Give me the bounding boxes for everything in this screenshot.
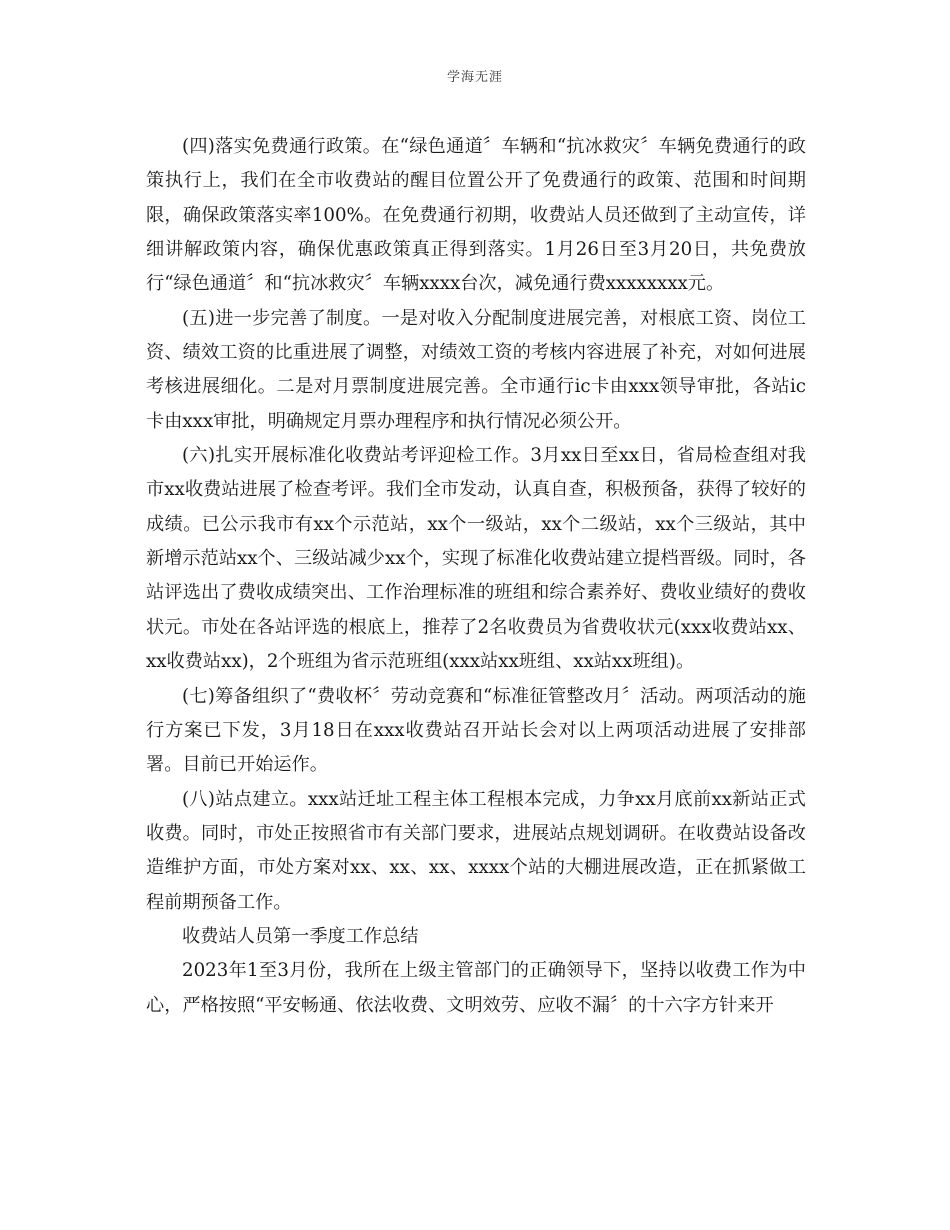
paragraph-four: (四)落实免费通行政策。在“绿色通道〞车辆和“抗冰救灾〞车辆免费通行的政策执行上，我们在全市收费站的醒目位置公开了免费通行的政策、范围和时间期限，确保政策落实率100%。在免费通行初期，收费站人员还做到了主动宣传，详细讲解政策内容，确保优惠政策真正得到落实。1月26日至3月20日，共免费放行“绿色通道〞和“抗冰救灾〞车辆xxxx台次，减免通行费xxxxxxxx元。: [146, 136, 806, 295]
paragraph-six: (六)扎实开展标准化收费站考评迎检工作。3月xx日至xx日，省局检查组对我市xx收费站进展了检查考评。我们全市发动，认真自查，积极预备，获得了较好的成绩。已公示我市有xx个示范站，xx个一级站，xx个二级站，xx个三级站，其中新增示范站xx个、三级站减少xx个，实现了标准化收费站建立提档晋级。同时，各站评选出了费收成绩突出、工作治理标准的班组和综合素养好、费收业绩好的费收状元。市处在各站评选的根底上，推荐了2名收费员为省费收状元(xxx收费站xx、xx收费站xx)，2个班组为省示范班组(xxx站xx班组、xx站xx班组)。: [146, 445, 806, 673]
paragraph-seven: (七)筹备组织了“费收杯〞劳动竞赛和“标准征管整改月〞活动。两项活动的施行方案已下发，3月18日在xxx收费站召开站长会对以上两项活动进展了安排部署。目前已开始运作。: [146, 685, 806, 776]
section-title: 收费站人员第一季度工作总结: [182, 925, 419, 947]
document-body: [146, 130, 806, 1023]
paragraph-eight: (八)站点建立。xxx站迁址工程主体工程根本完成，力争xx月底前xx新站正式收费。同时，市处正按照省市有关部门要求，进展站点规划调研。在收费站设备改造维护方面，市处方案对xx、xx、xx、xxxx个站的大棚进展改造，正在抓紧做工程前期预备工作。: [146, 788, 806, 913]
paragraph-summary-intro: 2023年1至3月份，我所在上级主管部门的正确领导下，坚持以收费工作为中心，严格按照“平安畅通、依法收费、文明效劳、应收不漏〞的十六字方针来开: [146, 960, 806, 1016]
page-header: 学海无涯: [446, 70, 503, 85]
paragraph-five: (五)进一步完善了制度。一是对收入分配制度进展完善，对根底工资、岗位工资、绩效工资的比重进展了调整，对绩效工资的考核内容进展了补充，对如何进展考核进展细化。二是对月票制度进展完善。全市通行ic卡由xxx领导审批，各站ic卡由xxx审批，明确规定月票办理程序和执行情况必须公开。: [146, 307, 806, 432]
